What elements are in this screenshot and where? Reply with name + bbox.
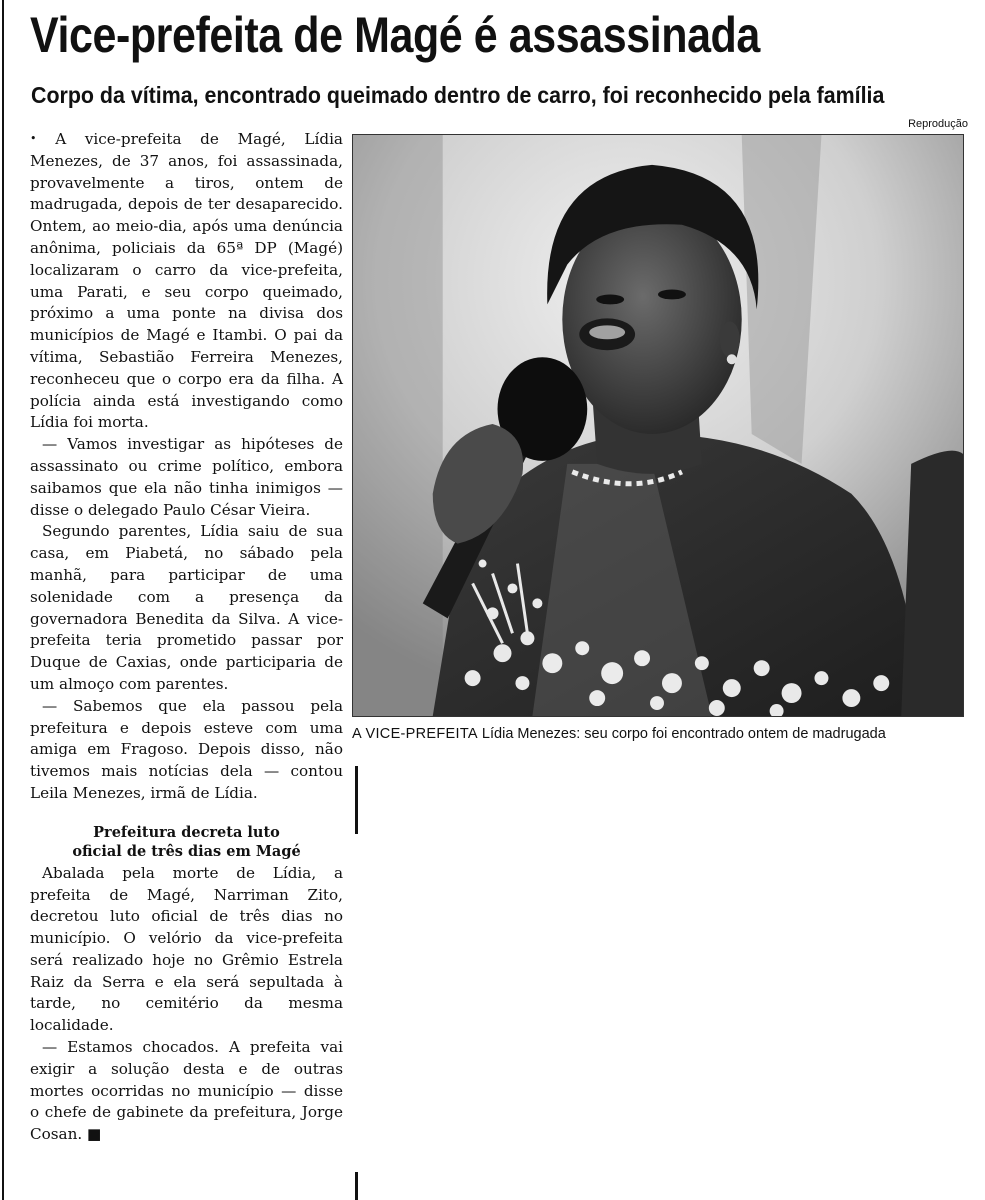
section-heading (30, 823, 343, 861)
section-paragraph-1: Abalada pela morte de Lídia, a prefeita de Magé, Narriman Zito, decretou luto oficial de três dias no município. O velório da vice-prefeita será realizado hoje no Grêmio Estrela Raiz da Serra e ela será sepultada à tarde, no cemitério da mesma localidade. (30, 863, 343, 1035)
caption-text: Lídia Menezes: seu corpo foi encontrado ontem de madrugada (477, 726, 886, 742)
photo-illustration (353, 135, 963, 716)
article-paragraph-1 (30, 128, 343, 434)
article-paragraph-3: Segundo parentes, Lídia saiu de sua casa, em Piabetá, no sábado pela manhã, para participar de uma solenidade com a presença da governadora Benedita da Silva. A vice-prefeita teria prometido passar por Duque de Caxias, onde participaria de um almoço com parentes. (30, 522, 343, 693)
photo-credit: Reprodução (908, 118, 968, 130)
section-heading-line-1: Prefeitura decreta luto (93, 823, 280, 841)
section-heading-line-2: oficial de três dias em Magé (72, 842, 301, 860)
column-rule-top (355, 766, 358, 834)
page-left-rule (2, 0, 4, 1200)
headline: Vice-prefeita de Magé é assassinada (30, 7, 760, 63)
article-body-column (30, 128, 343, 1146)
section-paragraph-2: — Estamos chocados. A prefeita vai exigir a solução desta e de outras mortes ocorridas no município — disse o chefe de gabinete da prefeitura, Jorge Cosan. ■ (30, 1038, 343, 1144)
caption-lead: A VICE-PREFEITA (352, 726, 478, 742)
article-paragraph-2: — Vamos investigar as hipóteses de assassinato ou crime político, embora saibamos que ela não tinha inimigos — disse o delegado Paulo César Vieira. (30, 435, 343, 519)
photo-caption (352, 725, 972, 743)
article-paragraph-1-text: A vice-prefeita de Magé, Lídia Menezes, de 37 anos, foi assassinada, provavelmente a tiros, ontem de madrugada, depois de ter desaparecido. Ontem, ao meio-dia, após uma denúncia anônima, policiais da 65ª DP (Magé) localizaram o carro da vice-prefeita, uma Parati, e seu corpo queimado, próximo a uma ponte na divisa dos municípios de Magé e Itambi. O pai da vítima, Sebastião Ferreira Menezes, reconheceu que o corpo era da filha. A polícia ainda está investigando como Lídia foi morta. (30, 130, 343, 432)
subheadline: Corpo da vítima, encontrado queimado dentro de carro, foi reconhecido pela família (31, 82, 885, 108)
column-rule-bottom (355, 1172, 358, 1200)
bullet-icon: • (30, 132, 37, 145)
news-photo (352, 134, 964, 717)
article-paragraph-4: — Sabemos que ela passou pela prefeitura e depois esteve com uma amiga em Fragoso. Depois disso, não tivemos mais notícias dela — contou Leila Menezes, irmã de Lídia. (30, 696, 343, 802)
